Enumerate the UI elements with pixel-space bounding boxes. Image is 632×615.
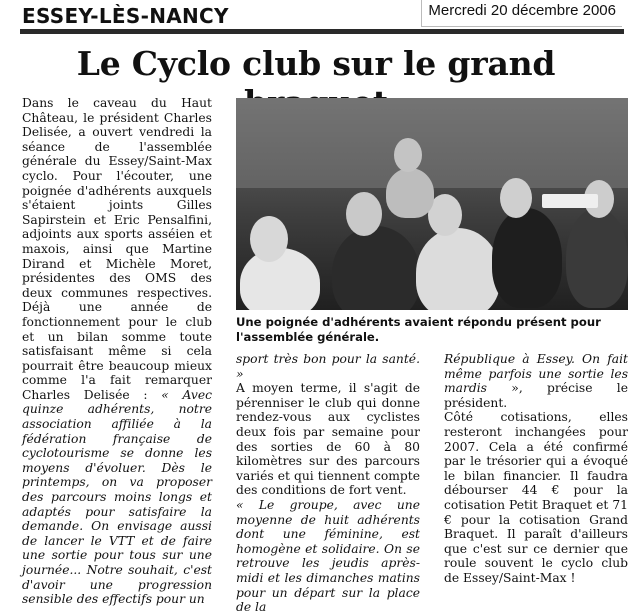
paragraph [236, 498, 420, 615]
headline: Le Cyclo club sur le grand [76, 44, 556, 83]
quote-text: « Le groupe, avec une moyenne de huit adhérents dont une féminine, est homogène et solidaire. On se retrouve les jeudis après-midi et les dimanches matins pour un départ sur la place de la [236, 497, 420, 615]
photo-person [492, 208, 562, 308]
article-column-3 [444, 352, 628, 586]
photo-person [332, 226, 420, 310]
page-header [0, 0, 632, 36]
photo-head [346, 192, 382, 236]
header-rule [20, 29, 624, 34]
paragraph [22, 96, 212, 607]
paragraph-text: », précise le président. [444, 381, 628, 410]
photo-background [236, 98, 628, 188]
photo-person [386, 168, 434, 218]
article-column-2 [236, 352, 420, 615]
quote-text: « Avec quinze adhérents, notre association affiliée à la fédération française de cyclotourisme se donne les moyens d'évoluer. Dès le printemps, on va proposer des parcours moins longs et adaptés pour satisfaire la demande. On envisage aussi de lancer le VTT et de faire une sortie pour tous sur une journée... Notre souhait, c'est d'avoir une progression sensible des effectifs pour un [22, 387, 212, 607]
photo-papers [542, 194, 598, 208]
publication-date: Mercredi 20 décembre 2006 [428, 2, 616, 19]
paragraph [236, 352, 420, 381]
paragraph: A moyen terme, il s'agit de pérenniser le club qui donne rendez-vous aux cyclistes deux fois par semaine pour des sorties de 60 à 80 kilomètres sur des parcours variés et qui tiennent compte des conditions de fort vent. [236, 381, 420, 498]
section-location: ESSEY-LÈS-NANCY [22, 4, 229, 28]
photo-person [416, 228, 500, 310]
article-column-1 [22, 96, 212, 607]
photo-caption: Une poignée d'adhérents avaient répondu présent pour l'assemblée générale. [236, 315, 601, 344]
photo-head [394, 138, 422, 172]
paragraph-text: Dans le caveau du Haut Château, le président Charles Delisée, a ouvert vendredi la séance de l'assemblée générale du Essey/Saint-Max cyclo. Pour l'écouter, une poignée d'adhérents auxquels s'étaient joints Gilles Sapirstein et Eric Pensalfini, adjoints aux sports asséien et maxois, ainsi que Martine Dirand et Michèle Moret, présidentes des OMS des deux communes respectives. Déjà une année de fonctionnement pour le club et un bilan somme toute satisfaisant même si cela pourrait être beaucoup mieux comme l'a fait remarquer Charles Delisée : [22, 96, 212, 402]
quote-text: sport très bon pour la santé. » [236, 352, 420, 381]
photo-head [250, 216, 288, 262]
photo-person [566, 208, 628, 308]
paragraph [444, 352, 628, 410]
article-photo [236, 98, 628, 310]
paragraph: Côté cotisations, elles resteront inchangées pour 2007. Cela a été confirmé par le trésorier qui a évoqué le bilan financier. Il faudra débourser 44 € pour la cotisation Petit Braquet et 71 € pour la cotisation Grand Braquet. Il paraît d'ailleurs que c'est sur ce dernier que roule souvent le cyclo club de Essey/Saint-Max ! [444, 410, 628, 585]
photo-head [500, 178, 532, 218]
quote-text: République à Essey. On fait même parfois une sortie les mardis [444, 352, 628, 396]
